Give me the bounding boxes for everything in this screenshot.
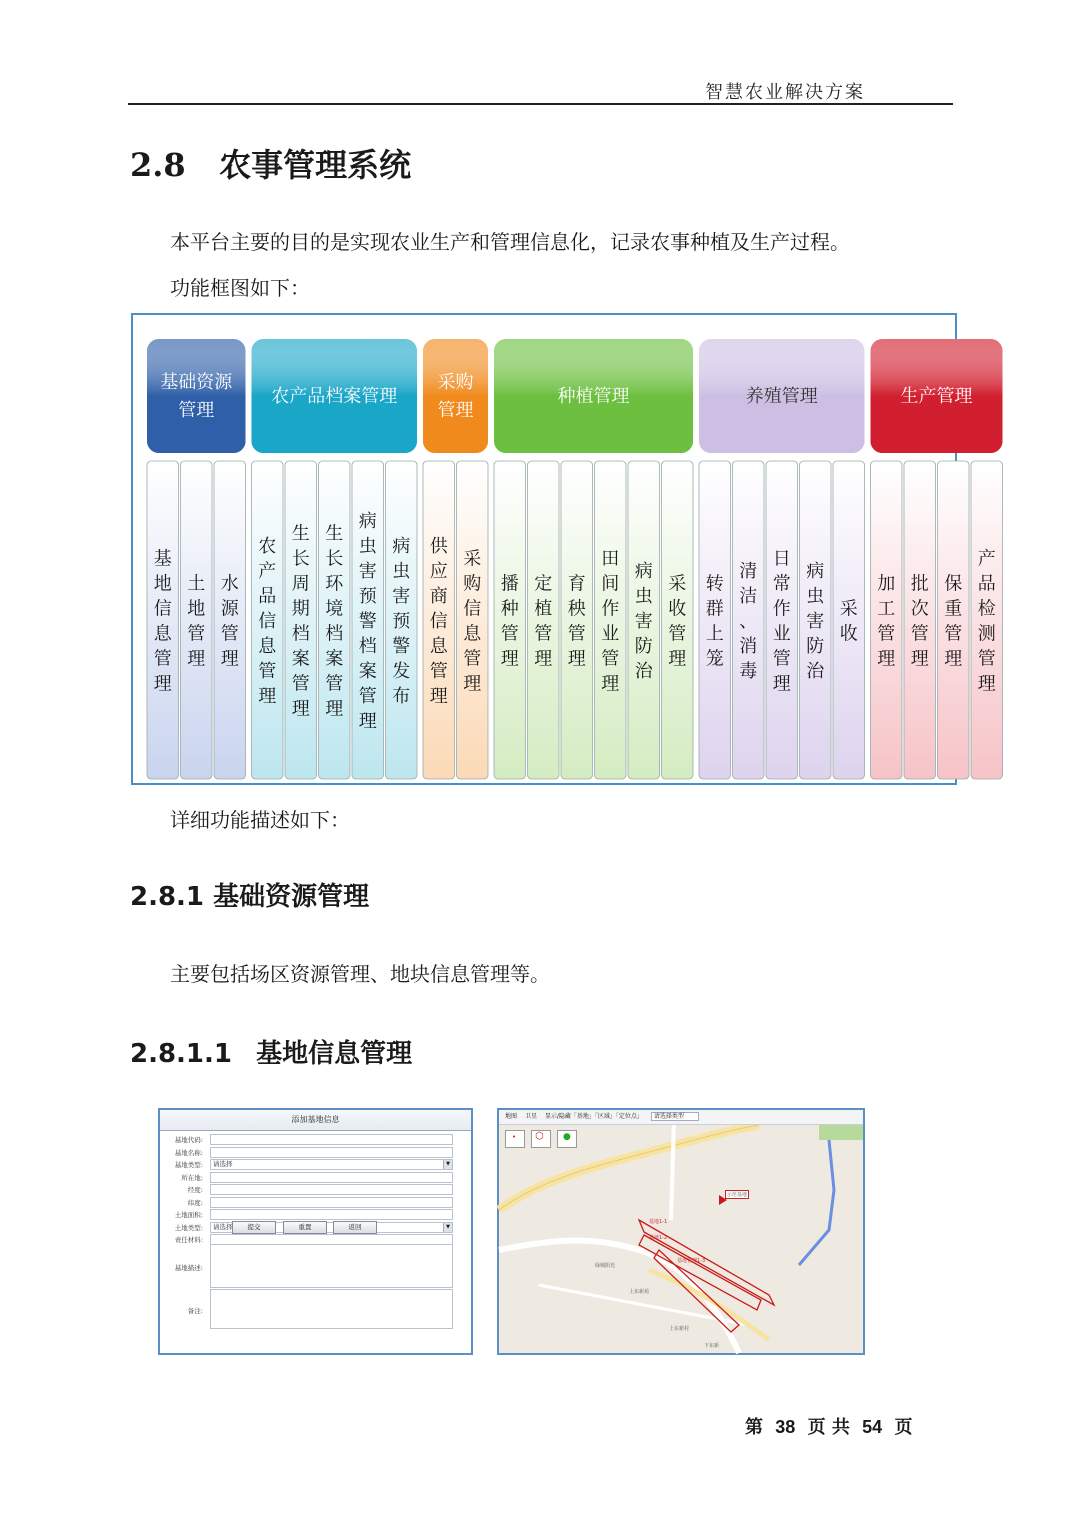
map-screenshot [497, 1108, 865, 1355]
map-point-icon: • [512, 1133, 517, 1141]
module-title: 种植管理 [557, 386, 630, 407]
map-label-base: 示范基地 [727, 1192, 748, 1198]
footer-suffix: 页 [894, 1417, 913, 1438]
subsubsection-heading [130, 1033, 412, 1070]
function-item-label: 保重管理 [944, 573, 963, 670]
form-field-input[interactable] [210, 1134, 453, 1145]
function-item-box [871, 461, 903, 779]
map-label-plot-2: 基地1-2 [649, 1235, 668, 1241]
function-item-label: 病虫害防治 [634, 561, 653, 682]
footer-page-number: 38 [775, 1417, 796, 1437]
form-field-input[interactable]: 请选择 ▼ [210, 1222, 453, 1233]
module-title: 养殖管理 [745, 386, 818, 407]
footer-prefix: 第 [745, 1417, 763, 1438]
subsection-title: 基础资源管理 [213, 882, 370, 912]
desc-label: 基地描述: [174, 1264, 203, 1272]
map-label-shangdongcun: 上东新村 [669, 1326, 690, 1332]
map-polygon-icon: ⬡ [535, 1131, 544, 1142]
form-field-label: 所在地: [181, 1173, 203, 1182]
map-label-plot-3: 基地管理1-3 [677, 1258, 706, 1264]
diagram-caption: 功能框图如下： [170, 276, 310, 300]
footer-middle: 页 共 [807, 1417, 850, 1438]
chevron-down-icon[interactable]: ▼ [443, 1223, 452, 1232]
form-field-label: 基地类型: [174, 1161, 203, 1169]
map-tab-satellite[interactable]: 卫星 [524, 1113, 537, 1120]
form-row [160, 1134, 471, 1145]
function-item-box [766, 461, 798, 779]
map-boundary-blue [799, 1140, 834, 1265]
function-item-label: 生长环境档案管理 [325, 523, 344, 720]
page-footer [745, 1413, 912, 1439]
form-field-input[interactable] [210, 1172, 453, 1183]
function-item-box [147, 461, 179, 779]
form-row [160, 1159, 471, 1170]
subsection-number: 2.8.1 [130, 882, 205, 912]
function-item-box [214, 461, 246, 779]
function-item-label: 日常作业管理 [772, 548, 791, 695]
function-item-label: 田间作业管理 [601, 548, 620, 695]
chevron-down-icon[interactable]: ▼ [443, 1160, 452, 1169]
module-title: 管理 [178, 400, 215, 421]
form-row [160, 1147, 471, 1158]
function-item-label: 定植管理 [534, 573, 553, 670]
function-item-box [181, 461, 213, 779]
function-item-label: 水源管理 [220, 573, 239, 670]
function-item-box [457, 461, 489, 779]
map-toggle-layers[interactable]: 显示/隐藏「基地」「区域」「定位点」 [544, 1113, 643, 1120]
module-header-gloss [423, 339, 488, 453]
function-item-box [285, 461, 317, 779]
subsubsection-title: 基地信息管理 [256, 1039, 413, 1069]
form-row [160, 1172, 471, 1183]
map-toolbar [499, 1110, 863, 1125]
function-item-label: 清洁、消毒 [739, 561, 758, 682]
map-label-plot-1: 基地1-1 [649, 1219, 668, 1225]
map-svg [499, 1110, 863, 1353]
function-item-label: 批次管理 [910, 573, 929, 670]
form-field-label: 土地类型: [174, 1223, 203, 1232]
section-heading [130, 140, 411, 186]
function-item-box [319, 461, 351, 779]
form-field-input[interactable] [210, 1209, 453, 1220]
form-field-label: 基地名称: [174, 1148, 203, 1157]
function-framework-diagram [131, 313, 996, 785]
form-field-label: 基地代码: [174, 1136, 203, 1144]
form-field-input[interactable] [210, 1197, 453, 1208]
function-item-label: 农产品信息管理 [258, 536, 277, 707]
section-title: 农事管理系统 [219, 146, 412, 184]
back-button[interactable]: 返回 [333, 1221, 377, 1234]
function-item-label: 土地管理 [187, 573, 206, 670]
function-item-box [595, 461, 627, 779]
function-item-label: 生长周期档案管理 [291, 523, 310, 720]
form-row [160, 1209, 471, 1220]
function-item-label: 产品检测管理 [977, 548, 996, 695]
function-item-box [938, 461, 970, 779]
map-type-select[interactable]: 请选择类型 [651, 1112, 699, 1121]
function-item-label: 采购信息管理 [463, 548, 482, 695]
map-label-shangdong: 上东新苑 [629, 1289, 650, 1295]
function-item-box [904, 461, 936, 779]
subsubsection-number: 2.8.1.1 [130, 1039, 232, 1069]
function-item-box [662, 461, 694, 779]
module-title: 采购 [437, 372, 474, 393]
function-item-label: 病虫害预警档案管理 [358, 511, 377, 732]
note-textarea[interactable] [210, 1289, 453, 1329]
detail-caption: 详细功能描述如下： [170, 808, 350, 832]
function-item-label: 病虫害预警发布 [392, 536, 411, 707]
header-title: 智慧农业解决方案 [705, 82, 865, 103]
module-title: 生产管理 [900, 386, 973, 407]
map-pin-tool[interactable] [557, 1130, 577, 1148]
function-item-label: 播种管理 [500, 573, 519, 670]
header-rule [128, 103, 953, 105]
module-title: 农产品档案管理 [271, 386, 398, 407]
subsection-text: 主要包括场区资源管理、地块信息管理等。 [170, 962, 550, 986]
module-header-gloss [147, 339, 246, 453]
map-road-vertical [671, 1118, 674, 1220]
footer-total-pages: 54 [862, 1417, 883, 1437]
function-item-box [833, 461, 865, 779]
form-field-input[interactable]: 请选择 ▼ [210, 1159, 453, 1170]
function-item-box [561, 461, 593, 779]
map-tab-map[interactable]: 地图 [505, 1113, 518, 1120]
map-label-xiadong: 下东新 [704, 1343, 720, 1349]
form-field-label: 经度: [187, 1186, 203, 1194]
function-item-label: 加工管理 [877, 573, 896, 670]
function-item-label: 育秧管理 [567, 573, 586, 670]
function-item-label: 供应商信息管理 [429, 536, 448, 707]
function-item-label: 采收管理 [668, 573, 687, 670]
note-label: 备注: [187, 1307, 203, 1315]
framework-svg [133, 315, 996, 783]
form-row [160, 1184, 471, 1195]
form-title: 添加基地信息 [160, 1110, 471, 1131]
function-item-label: 病虫害防治 [806, 561, 825, 682]
function-item-label: 转群上笼 [705, 573, 724, 670]
form-field-label: 土地面积: [174, 1211, 203, 1219]
subsection-heading [130, 876, 369, 913]
function-item-box [494, 461, 526, 779]
intro-paragraph: 本平台主要的目的是实现农业生产和管理信息化，记录农事种植及生产过程。 [170, 230, 850, 254]
module-title: 基础资源 [160, 372, 233, 393]
form-row [160, 1197, 471, 1208]
form-field-label: 责任材料: [174, 1236, 203, 1244]
form-field-input[interactable] [210, 1147, 453, 1158]
form-field-label: 纬度: [187, 1198, 203, 1207]
function-item-box [699, 461, 731, 779]
map-polygon-tool[interactable] [531, 1130, 551, 1148]
function-item-label: 基地信息管理 [153, 548, 172, 695]
desc-textarea[interactable] [210, 1244, 453, 1288]
module-title: 管理 [437, 400, 474, 421]
function-item-box [971, 461, 1003, 779]
form-field-input[interactable] [210, 1184, 453, 1195]
function-item-box [528, 461, 560, 779]
function-item-label: 采收 [839, 598, 858, 645]
reset-button[interactable]: 重置 [283, 1221, 327, 1234]
map-pin-icon: ● [563, 1132, 571, 1142]
map-label-lvcheng: 绿城阳光 [595, 1263, 616, 1269]
map-green-area [819, 1124, 863, 1140]
submit-button[interactable]: 提交 [232, 1221, 276, 1234]
section-number: 2.8 [130, 146, 186, 184]
map-point-tool[interactable] [505, 1130, 525, 1148]
